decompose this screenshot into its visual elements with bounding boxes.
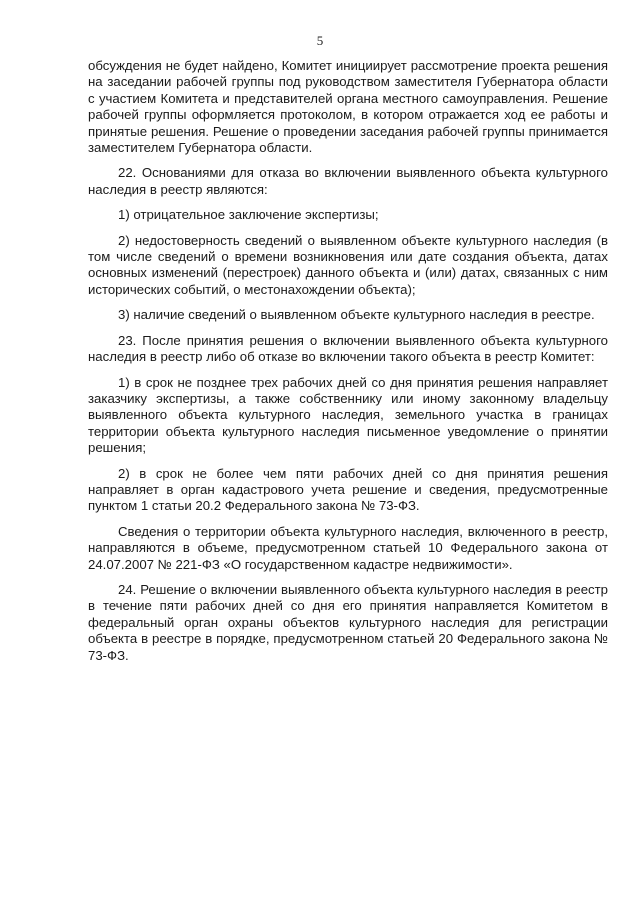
paragraph-22-item-2: 2) недостоверность сведений о выявленном объекте культурного наследия (в том числе сведений о времени возникновения или дате создания объекта, датах основных изменений (перестроек) данного объекта и (или) датах, связанных с ним исторических событий, о местонахождении объекта); xyxy=(88,232,608,297)
paragraph-22-item-3: 3) наличие сведений о выявленном объекте культурного наследия в реестре. xyxy=(118,307,595,323)
paragraph-continuation: обсуждения не будет найдено, Комитет инициирует рассмотрение проекта решения на заседании рабочей группы под руководством заместителя Губернатора области с участием Комитета и представителей органа местного самоуправления. Решение рабочей группы оформляется протоколом, в котором отражается ход ее работы и принятые решения. Решение о проведении заседания рабочей группы принимается заместителем Губернатора области. xyxy=(88,58,608,156)
paragraph-23: 23. После принятия решения о включении выявленного объекта культурного наследия в реестр либо об отказе во включении такого объекта в реестр Комитет: xyxy=(88,332,608,365)
paragraph-territory-info: Сведения о территории объекта культурного наследия, включенного в реестр, направляются в объеме, предусмотренном статьей 10 Федерального закона от 24.07.2007 № 221-ФЗ «О государственном кадастре недвижимости». xyxy=(88,523,608,572)
document-body xyxy=(88,58,608,664)
paragraph-23-item-1: 1) в срок не позднее трех рабочих дней со дня принятия решения направляет заказчику экспертизы, а также собственнику или иному законному владельцу выявленного объекта культурного наследия, земельного участка в границах территории объекта культурного наследия письменное уведомление о принятии решения; xyxy=(88,374,608,456)
page-number: 5 xyxy=(316,33,324,48)
paragraph-24: 24. Решение о включении выявленного объекта культурного наследия в реестр в течение пяти рабочих дней со дня его принятия направляется Комитетом в федеральный орган охраны объектов культурного наследия для регистрации объекта в реестре в порядке, предусмотренном статьей 20 Федерального закона № 73-ФЗ. xyxy=(88,581,608,663)
paragraph-23-item-2: 2) в срок не более чем пяти рабочих дней со дня принятия решения направляет в орган кадастрового учета решение и сведения, предусмотренные пунктом 1 статьи 20.2 Федерального закона № 73-ФЗ. xyxy=(88,465,608,514)
paragraph-22-item-1: 1) отрицательное заключение экспертизы; xyxy=(118,207,379,223)
paragraph-22: 22. Основаниями для отказа во включении выявленного объекта культурного наследия в реестр являются: xyxy=(88,165,608,197)
